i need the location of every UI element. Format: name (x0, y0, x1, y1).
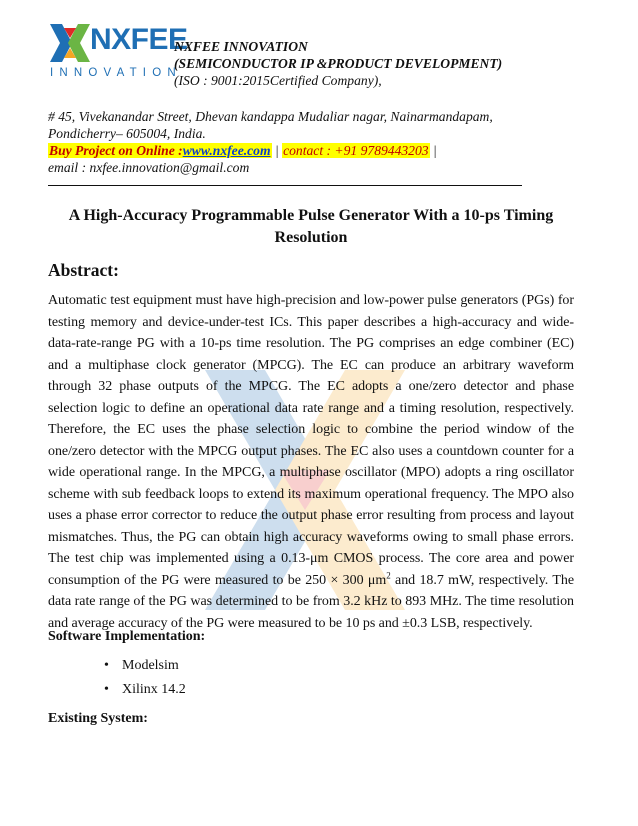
separator-trailing: | (429, 143, 437, 158)
abstract-body (48, 290, 574, 634)
company-certification: (ISO : 9001:2015Certified Company), (174, 73, 382, 88)
company-division: (SEMICONDUCTOR IP &PRODUCT DEVELOPMENT) (174, 56, 503, 71)
email-line: email : nxfee.innovation@gmail.com (48, 160, 250, 175)
company-logo (48, 22, 188, 86)
abstract-superscript: 2 (386, 569, 391, 580)
software-item-modelsim: Modelsim (122, 658, 179, 673)
address-line-1: # 45, Vivekanandar Street, Dhevan kandappa Mudaliar nagar, Nainarmandapam, (48, 109, 493, 124)
software-heading: Software Implementation: (48, 629, 206, 644)
list-item (104, 681, 186, 705)
bullet: • (104, 658, 109, 673)
address-block (48, 108, 493, 176)
abstract-text-part-2: and 18.7 mW, respectively. The data rate range of the PG was determined to be from 3.2 kHz to 893 MHz. The time resolution and average accuracy of the PG were measured to be 10 ps and ±0.3 LSB, respectively. (48, 572, 574, 631)
website-link[interactable]: www.nxfee.com (182, 143, 271, 158)
company-info (174, 38, 502, 89)
company-name: NXFEE INNOVATION (174, 39, 308, 54)
bullet: • (104, 682, 109, 697)
buy-online-highlight (48, 143, 272, 158)
buy-online-label: Buy Project on Online : (49, 143, 183, 158)
abstract-text-part-1: Automatic test equipment must have high-precision and low-power pulse generators (PGs) for testing memory and device-under-test ICs. This paper describes a high-accuracy and wide-data-rate-range PG with a 10-ps time resolution. The PG comprises an edge combiner (EC) and a multiphase clock generator (MPCG). The EC can produce an arbitrary waveform through 32 phase outputs of the MPCG. The EC adopts a one/zero detector and phase selection logic to define an operational data rate range and a timing resolution, respectively. Therefore, the EC uses the phase selection logic to combine the period window of the one/zero detector with the MPCG output phases. The EC also uses a countdown counter for a wide operational range. In the MPCG, a multiphase oscillator (MPO) adopts a ring oscillator scheme with sub feedback loops to extend its maximum operational frequency. The MPO also uses a phase error corrector to reduce the output phase error resulting from process and layout mismatches. Thus, the PG can obtain high accuracy waveforms owing to small phase errors. The test chip was implemented using a 0.13-μm CMOS process. The core area and power consumption of the PG were measured to be 250 × 300 μm (48, 293, 574, 588)
existing-system-heading: Existing System: (48, 711, 148, 726)
address-line-2: Pondicherry– 605004, India. (48, 126, 206, 141)
paper-title: A High-Accuracy Programmable Pulse Generator With a 10-ps Timing Resolution (68, 207, 554, 246)
contact-number: contact : +91 9789443203 (283, 143, 429, 158)
software-list (104, 657, 186, 705)
logo-tagline: INNOVATION (50, 67, 182, 79)
buy-online-line (48, 142, 493, 159)
logo-x-icon (48, 22, 92, 64)
separator: | (271, 143, 283, 158)
software-item-xilinx: Xilinx 14.2 (122, 682, 186, 697)
list-item (104, 657, 186, 681)
logo-brand-text: NXFEE (90, 23, 188, 56)
header-divider (48, 185, 522, 186)
abstract-heading: Abstract: (48, 260, 119, 280)
